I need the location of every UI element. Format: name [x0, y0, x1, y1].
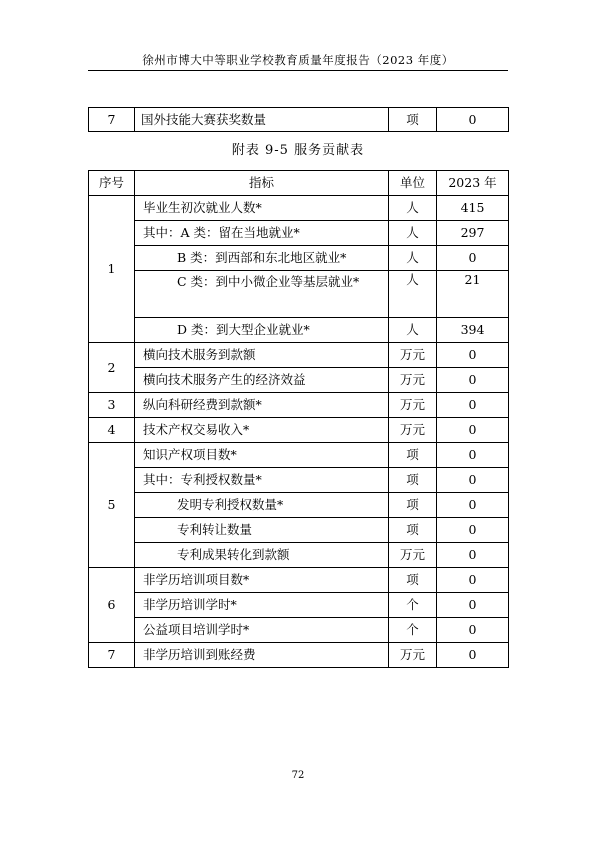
seq-cell: 5: [89, 443, 135, 568]
seq-cell: 2: [89, 343, 135, 393]
table-row: [89, 493, 509, 518]
page-number: 72: [291, 770, 305, 781]
seq-cell: 1: [89, 196, 135, 343]
indicator-cell: 毕业生初次就业人数*: [135, 196, 389, 221]
seq-cell: 4: [89, 418, 135, 443]
unit-cell: 项: [389, 108, 437, 132]
value-cell: 0: [437, 518, 509, 543]
unit-cell: 万元: [389, 543, 437, 568]
indicator-cell: 非学历培训学时*: [135, 593, 389, 618]
unit-cell: 项: [389, 443, 437, 468]
previous-table-tail: [88, 107, 509, 132]
indicator-cell: 非学历培训项目数*: [135, 568, 389, 593]
table-row: [89, 593, 509, 618]
seq-cell: 7: [89, 108, 135, 132]
table-row: [89, 196, 509, 221]
header-unit: 单位: [389, 171, 437, 196]
table-row: [89, 343, 509, 368]
unit-cell: 人: [389, 318, 437, 343]
indicator-cell: 知识产权项目数*: [135, 443, 389, 468]
page-header: 徐州市博大中等职业学校教育质量年度报告（2023 年度）: [142, 53, 454, 67]
value-cell: 415: [437, 196, 509, 221]
unit-cell: 个: [389, 593, 437, 618]
unit-cell: 万元: [389, 418, 437, 443]
unit-cell: 万元: [389, 393, 437, 418]
table-row: [89, 418, 509, 443]
unit-cell: 人: [389, 196, 437, 221]
indicator-cell: B 类：到西部和东北地区就业*: [135, 246, 389, 271]
value-cell: 0: [437, 443, 509, 468]
value-cell: 0: [437, 418, 509, 443]
header-indicator: 指标: [135, 171, 389, 196]
indicator-cell: 非学历培训到账经费: [135, 643, 389, 668]
table-row: [89, 221, 509, 246]
value-cell: 0: [437, 568, 509, 593]
value-cell: 0: [437, 468, 509, 493]
table-row: [89, 246, 509, 271]
table-row: [89, 643, 509, 668]
table-row: [89, 543, 509, 568]
table-row: [89, 318, 509, 343]
indicator-cell: 专利转让数量: [135, 518, 389, 543]
value-cell: 394: [437, 318, 509, 343]
header-seq: 序号: [89, 171, 135, 196]
unit-cell: 个: [389, 618, 437, 643]
unit-cell: 人: [389, 271, 437, 318]
unit-cell: 项: [389, 468, 437, 493]
value-cell: 0: [437, 618, 509, 643]
value-cell: 297: [437, 221, 509, 246]
value-cell: 0: [437, 368, 509, 393]
indicator-cell: 国外技能大赛获奖数量: [135, 108, 389, 132]
indicator-cell: C 类：到中小微企业等基层就业*: [135, 271, 389, 318]
header-divider: [88, 70, 508, 71]
table-row: [89, 393, 509, 418]
table-row: [89, 443, 509, 468]
seq-cell: 3: [89, 393, 135, 418]
table-header-row: [89, 171, 509, 196]
indicator-cell: 技术产权交易收入*: [135, 418, 389, 443]
table-row: [89, 271, 509, 318]
table-row: [89, 618, 509, 643]
table-row: [89, 518, 509, 543]
unit-cell: 人: [389, 221, 437, 246]
service-contribution-table: [88, 170, 509, 668]
value-cell: 0: [437, 543, 509, 568]
unit-cell: 万元: [389, 643, 437, 668]
value-cell: 0: [437, 246, 509, 271]
table-row: [89, 468, 509, 493]
table-row: [89, 108, 509, 132]
indicator-cell: D 类：到大型企业就业*: [135, 318, 389, 343]
value-cell: 0: [437, 343, 509, 368]
indicator-cell: 其中：A 类：留在当地就业*: [135, 221, 389, 246]
unit-cell: 人: [389, 246, 437, 271]
table-row: [89, 368, 509, 393]
indicator-cell: 纵向科研经费到款额*: [135, 393, 389, 418]
value-cell: 0: [437, 593, 509, 618]
seq-cell: 7: [89, 643, 135, 668]
unit-cell: 万元: [389, 343, 437, 368]
table-caption: 附表 9-5 服务贡献表: [231, 143, 365, 158]
value-cell: 21: [437, 271, 509, 318]
unit-cell: 项: [389, 568, 437, 593]
indicator-cell: 发明专利授权数量*: [135, 493, 389, 518]
value-cell: 0: [437, 393, 509, 418]
indicator-cell: 横向技术服务到款额: [135, 343, 389, 368]
table-row: [89, 568, 509, 593]
unit-cell: 项: [389, 518, 437, 543]
indicator-cell: 横向技术服务产生的经济效益: [135, 368, 389, 393]
value-cell: 0: [437, 108, 509, 132]
seq-cell: 6: [89, 568, 135, 643]
header-year: 2023 年: [437, 171, 509, 196]
value-cell: 0: [437, 643, 509, 668]
unit-cell: 万元: [389, 368, 437, 393]
indicator-cell: 其中：专利授权数量*: [135, 468, 389, 493]
unit-cell: 项: [389, 493, 437, 518]
indicator-cell: 公益项目培训学时*: [135, 618, 389, 643]
indicator-cell: 专利成果转化到款额: [135, 543, 389, 568]
value-cell: 0: [437, 493, 509, 518]
